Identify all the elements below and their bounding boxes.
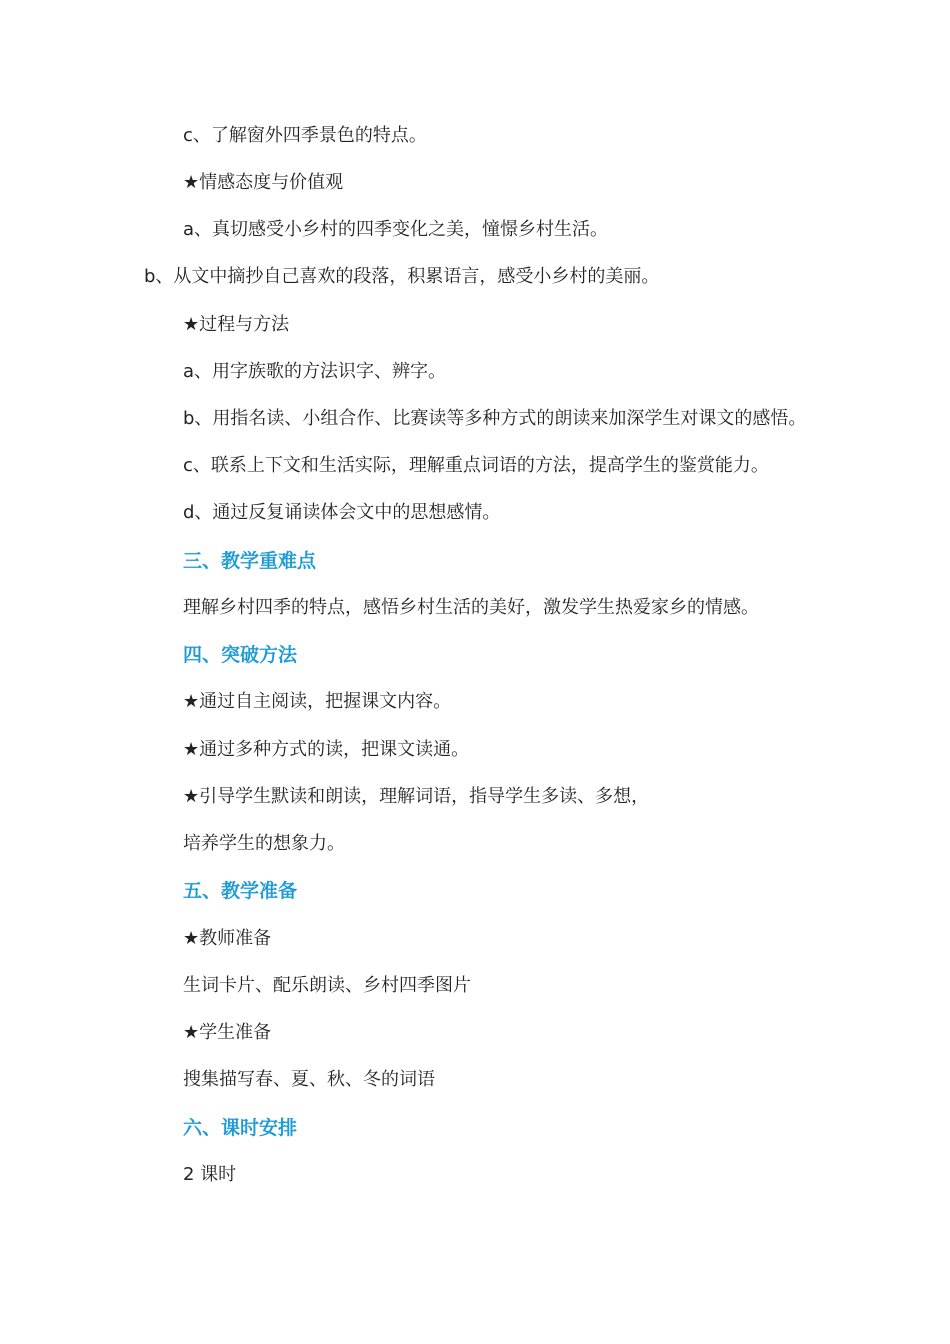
class-schedule-text: 2 课时 [183, 1164, 237, 1185]
section-heading-breakthrough-methods: 四、突破方法 [183, 644, 298, 666]
section-heading-key-difficulties: 三、教学重难点 [183, 550, 317, 572]
teacher-preparation-subheading: ★教师准备 [183, 928, 272, 949]
method-3-text: ★引导学生默读和朗读，理解词语，指导学生多读、多想， [183, 786, 650, 807]
student-preparation-subheading: ★学生准备 [183, 1022, 272, 1043]
method-1-text: ★通过自主阅读，把握课文内容。 [183, 691, 452, 712]
method-3-continuation-text: 培养学生的想象力。 [183, 833, 345, 854]
method-2-text: ★通过多种方式的读，把课文读通。 [183, 739, 470, 760]
emotion-goal-b-text: b、从文中摘抄自己喜欢的段落，积累语言，感受小乡村的美丽。 [144, 266, 660, 287]
objective-c-text: c、了解窗外四季景色的特点。 [183, 125, 427, 146]
key-difficulties-text: 理解乡村四季的特点，感悟乡村生活的美好，激发学生热爱家乡的情感。 [183, 597, 759, 618]
process-goal-d-text: d、通过反复诵读体会文中的思想感情。 [183, 502, 501, 523]
process-goal-a-text: a、用字族歌的方法识字、辨字。 [183, 361, 447, 382]
teacher-preparation-text: 生词卡片、配乐朗读、乡村四季图片 [183, 975, 471, 996]
emotion-goal-a-text: a、真切感受小乡村的四季变化之美，憧憬乡村生活。 [183, 219, 609, 240]
process-goal-c-text: c、联系上下文和生活实际，理解重点词语的方法，提高学生的鉴赏能力。 [183, 455, 769, 476]
emotion-attitude-subheading: ★情感态度与价值观 [183, 172, 344, 193]
section-heading-class-schedule: 六、课时安排 [183, 1117, 298, 1139]
section-heading-teaching-preparation: 五、教学准备 [183, 880, 298, 902]
student-preparation-text: 搜集描写春、夏、秋、冬的词语 [183, 1069, 435, 1090]
process-goal-b-text: b、用指名读、小组合作、比赛读等多种方式的朗读来加深学生对课文的感悟。 [183, 408, 807, 429]
process-method-subheading: ★过程与方法 [183, 314, 290, 335]
